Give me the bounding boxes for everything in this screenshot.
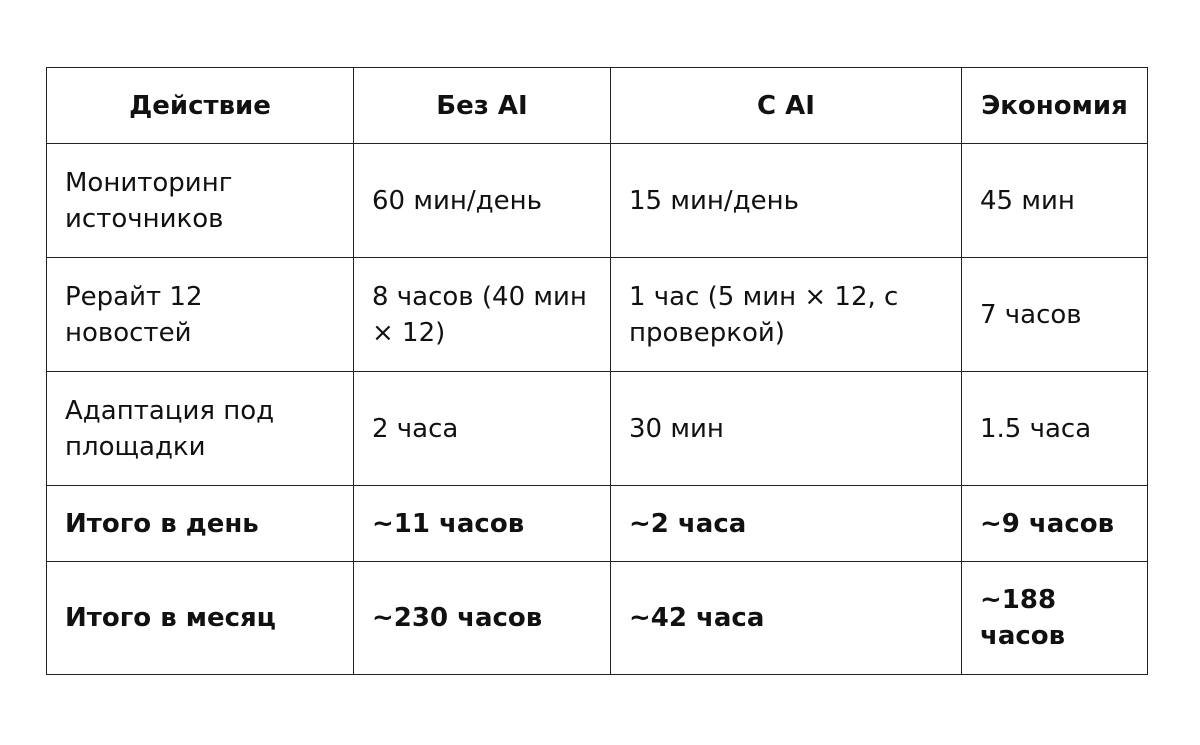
cell-savings: 45 мин <box>962 144 1148 258</box>
total-month-row <box>47 562 1148 675</box>
cell-savings: 7 часов <box>962 258 1148 372</box>
header-savings: Экономия <box>962 68 1148 144</box>
total-month-label: Итого в месяц <box>47 562 354 675</box>
cell-with-ai: 1 час (5 мин × 12, с проверкой) <box>611 258 962 372</box>
total-day-savings: ~9 часов <box>962 486 1148 562</box>
cell-without-ai: 60 мин/день <box>354 144 611 258</box>
cell-action: Мониторинг источников <box>47 144 354 258</box>
total-day-with-ai: ~2 часа <box>611 486 962 562</box>
total-day-without-ai: ~11 часов <box>354 486 611 562</box>
table-row <box>47 144 1148 258</box>
total-month-with-ai: ~42 часа <box>611 562 962 675</box>
total-day-row <box>47 486 1148 562</box>
total-month-without-ai: ~230 часов <box>354 562 611 675</box>
table-header-row <box>47 68 1148 144</box>
header-action: Действие <box>47 68 354 144</box>
total-day-label: Итого в день <box>47 486 354 562</box>
cell-with-ai: 15 мин/день <box>611 144 962 258</box>
comparison-table <box>46 67 1148 675</box>
cell-action: Адаптация под площадки <box>47 372 354 486</box>
header-without-ai: Без AI <box>354 68 611 144</box>
total-month-savings: ~188 часов <box>962 562 1148 675</box>
cell-action: Рерайт 12 новостей <box>47 258 354 372</box>
header-with-ai: С AI <box>611 68 962 144</box>
cell-without-ai: 2 часа <box>354 372 611 486</box>
table-row <box>47 258 1148 372</box>
cell-without-ai: 8 часов (40 мин × 12) <box>354 258 611 372</box>
cell-savings: 1.5 часа <box>962 372 1148 486</box>
cell-with-ai: 30 мин <box>611 372 962 486</box>
table-row <box>47 372 1148 486</box>
